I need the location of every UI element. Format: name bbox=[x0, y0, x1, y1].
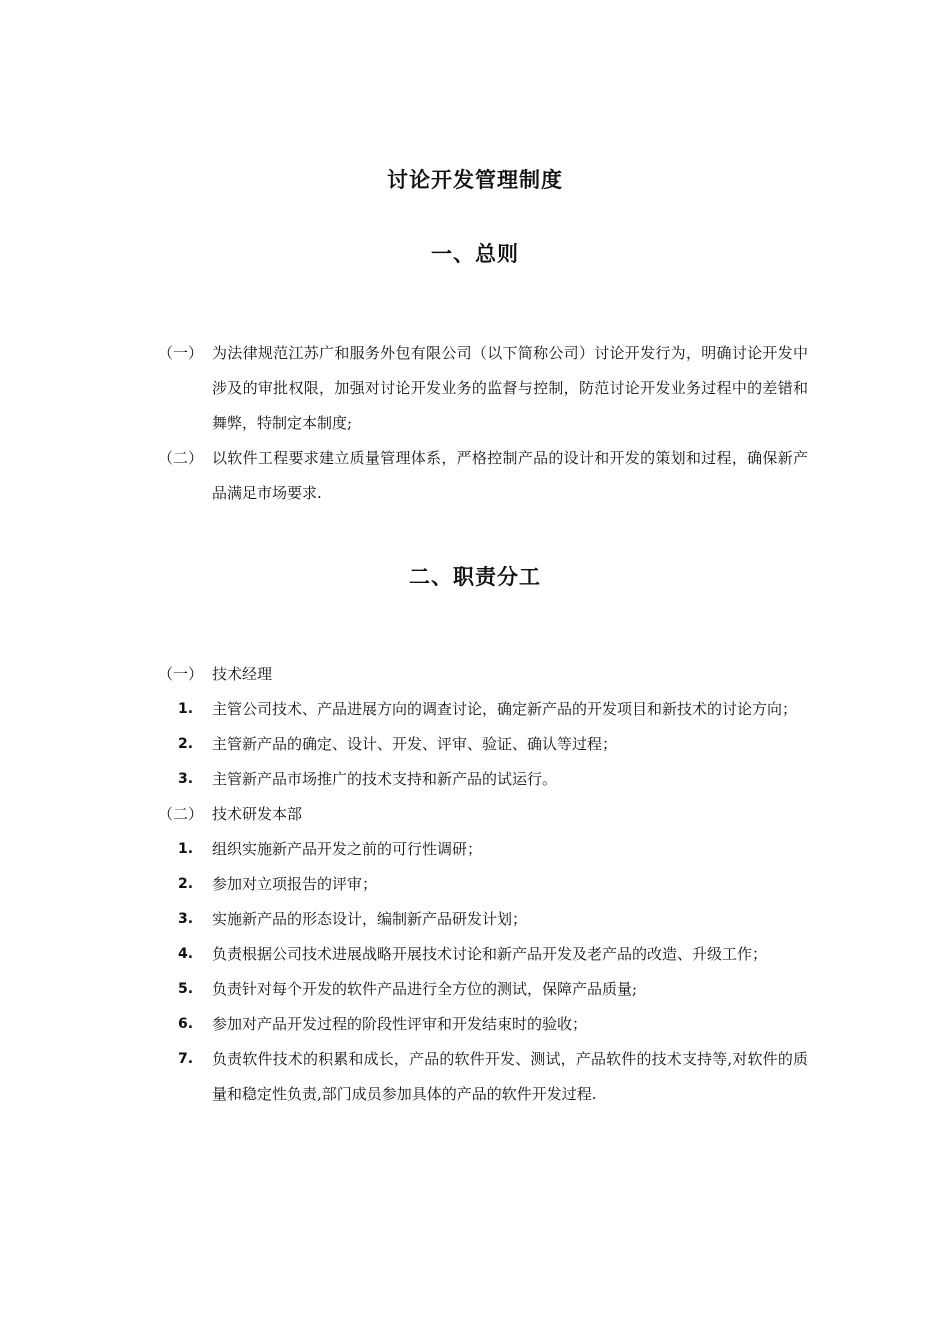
duty-number: 2. bbox=[178, 736, 194, 752]
duty-number: 5. bbox=[178, 981, 194, 997]
role-title: 技术经理 bbox=[212, 665, 273, 683]
duty-item bbox=[0, 832, 950, 867]
role-heading bbox=[0, 797, 950, 832]
duty-text: 负责软件技术的积累和成长，产品的软件开发、测试，产品软件的技术支持等,对软件的质量和稳定性负责,部门成员参加具体的产品的软件开发过程. bbox=[212, 1050, 808, 1103]
section-heading-responsibilities: 二、职责分工 bbox=[409, 565, 541, 589]
duty-item bbox=[0, 902, 950, 937]
clause-marker: （一） bbox=[158, 344, 204, 362]
duty-item bbox=[0, 692, 950, 727]
duty-item bbox=[0, 727, 950, 762]
clause-marker: （二） bbox=[158, 449, 204, 467]
section-general-body bbox=[0, 336, 950, 511]
clause-text: 以软件工程要求建立质量管理体系，严格控制产品的设计和开发的策划和过程，确保新产品满足市场要求. bbox=[212, 449, 808, 502]
duty-text: 主管新产品的确定、设计、开发、评审、验证、确认等过程； bbox=[212, 735, 618, 753]
duty-text: 参加对产品开发过程的阶段性评审和开发结束时的验收； bbox=[212, 1015, 588, 1033]
duty-item bbox=[0, 762, 950, 797]
duty-number: 1. bbox=[178, 701, 194, 717]
document-title: 讨论开发管理制度 bbox=[387, 168, 563, 192]
role-marker: （二） bbox=[158, 805, 204, 823]
duty-item bbox=[0, 1042, 950, 1112]
clause-text: 为法律规范江苏广和服务外包有限公司（以下简称公司）讨论开发行为，明确讨论开发中涉及的审批权限，加强对讨论开发业务的监督与控制，防范讨论开发业务过程中的差错和舞弊，特制定本制度; bbox=[212, 344, 808, 432]
duty-number: 6. bbox=[178, 1016, 194, 1032]
duty-text: 参加对立项报告的评审； bbox=[212, 875, 378, 893]
duty-text: 主管公司技术、产品进展方向的调查讨论，确定新产品的开发项目和新技术的讨论方向； bbox=[212, 700, 798, 718]
duty-text: 主管新产品市场推广的技术支持和新产品的试运行。 bbox=[212, 770, 558, 788]
duty-number: 2. bbox=[178, 876, 194, 892]
duty-item bbox=[0, 1007, 950, 1042]
clause-item bbox=[0, 441, 950, 511]
duty-text: 实施新产品的形态设计，编制新产品研发计划； bbox=[212, 910, 528, 928]
section-responsibilities-body bbox=[0, 657, 950, 1112]
duty-item bbox=[0, 972, 950, 1007]
duty-text: 负责针对每个开发的软件产品进行全方位的测试，保障产品质量; bbox=[212, 980, 638, 998]
duty-number: 7. bbox=[178, 1051, 194, 1067]
role-marker: （一） bbox=[158, 665, 204, 683]
duty-text: 负责根据公司技术进展战略开展技术讨论和新产品开发及老产品的改造、升级工作； bbox=[212, 945, 768, 963]
role-title: 技术研发本部 bbox=[212, 805, 303, 823]
duty-number: 1. bbox=[178, 841, 194, 857]
duty-number: 4. bbox=[178, 946, 194, 962]
duty-item bbox=[0, 937, 950, 972]
duty-text: 组织实施新产品开发之前的可行性调研； bbox=[212, 840, 483, 858]
duty-number: 3. bbox=[178, 911, 194, 927]
duty-item bbox=[0, 867, 950, 902]
clause-item bbox=[0, 336, 950, 441]
section-heading-general: 一、总则 bbox=[431, 242, 519, 266]
duty-number: 3. bbox=[178, 771, 194, 787]
role-heading bbox=[0, 657, 950, 692]
